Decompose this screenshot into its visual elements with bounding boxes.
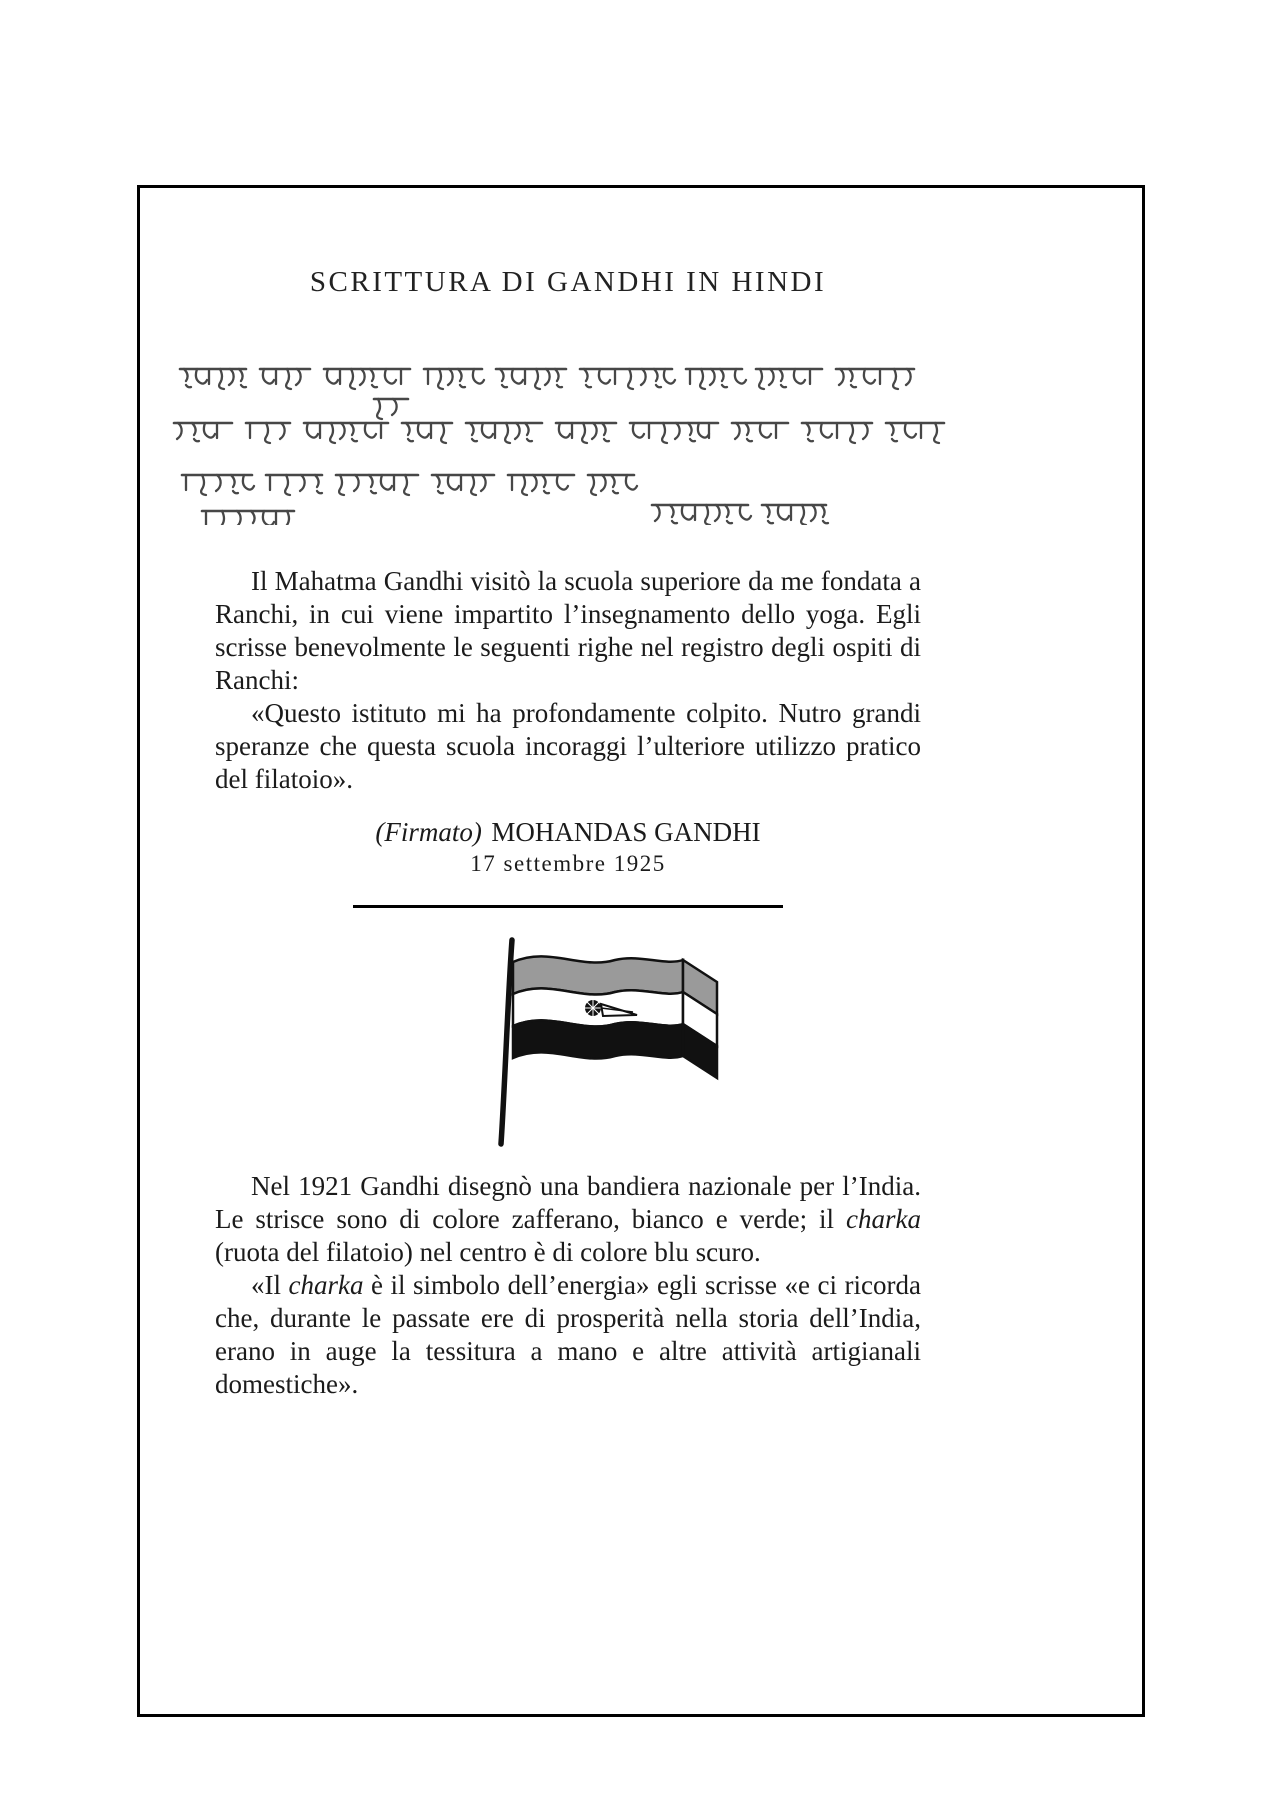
flag-svg (477, 934, 747, 1148)
guestbook-quote-paragraph: «Questo istituto mi ha profondamente colpito. Nutro grandi speranze che questa scuola incoraggi l’ulteriore utilizzo pratico del filatoio». (215, 698, 921, 794)
page-border-frame (137, 185, 1145, 1717)
section-divider (353, 905, 783, 908)
handwriting-svg (166, 335, 946, 525)
flag-paragraph-2 (215, 1269, 921, 1401)
gandhi-handwriting-image (166, 335, 946, 525)
flag-paragraph-1-seg2: (ruota del filatoio) nel centro è di colore blu scuro. (215, 1237, 761, 1267)
guestbook-intro-paragraph: Il Mahatma Gandhi visitò la scuola superiore da me fondata a Ranchi, in cui viene impartito l’insegnamento dello yoga. Egli scrisse benevolmente le seguenti righe nel registro degli ospiti di Ranchi: (215, 566, 921, 695)
signature-date: 17 settembre 1925 (470, 851, 666, 876)
flag-paragraph-2-italic: charka (288, 1270, 364, 1300)
flag-paragraph-2-seg2: è il simbolo dell’energia» egli scrisse «e ci ricorda che, durante le passate ere di prosperità nella storia dell’India, erano in auge la tessitura a mano e altre attività artigianali domestiche». (215, 1270, 921, 1399)
signature-prefix: (Firmato) (375, 817, 482, 847)
flag-fold (683, 960, 717, 1078)
flag-paragraph-1 (215, 1170, 921, 1269)
text-column (215, 565, 921, 1401)
flag-paragraph-2-seg1: «Il (251, 1270, 289, 1300)
flag-paragraph-1-italic: charka (846, 1204, 921, 1234)
page-title: SCRITTURA DI GANDHI IN HINDI (309, 266, 827, 298)
flag-paragraph-1-seg1: Nel 1921 Gandhi disegnò una bandiera nazionale per l’India. Le strisce sono di colore zafferano, bianco e verde; il (215, 1171, 921, 1234)
flagpole (501, 940, 512, 1144)
signature-name: MOHANDAS GANDHI (491, 817, 761, 847)
flag-bottom-stripe (513, 1020, 683, 1058)
signature-line (215, 816, 921, 849)
india-flag-illustration (477, 934, 747, 1148)
